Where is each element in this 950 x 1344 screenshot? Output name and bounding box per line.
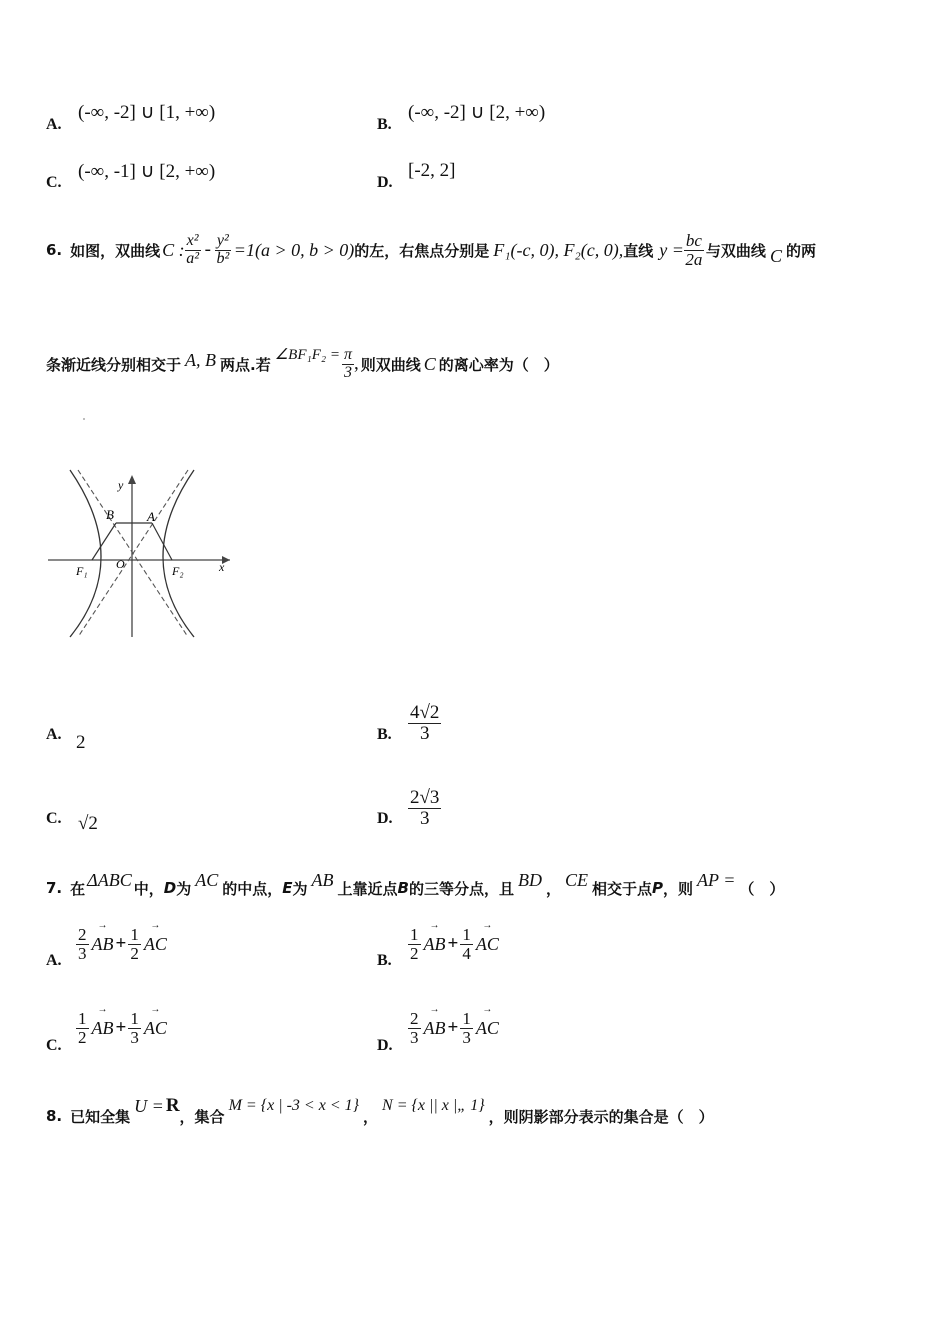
question-6-line-2 xyxy=(46,338,559,390)
coefficient-fraction: $\frac{1}{2}$ xyxy=(410,925,419,963)
math-fraction: $\frac{\pi}{3}$ xyxy=(343,345,352,381)
math-expression: AB xyxy=(311,869,334,890)
question-text: ，集合 xyxy=(179,1107,225,1126)
x-axis-label: x xyxy=(219,560,225,574)
option-label: A. xyxy=(46,116,62,133)
hyperbola-figure xyxy=(40,415,240,645)
option-vector-expression xyxy=(408,926,499,963)
option-label: D. xyxy=(377,1037,393,1054)
coefficient-fraction: $\frac{1}{2}$ xyxy=(78,1009,87,1047)
math-symbol: C xyxy=(769,245,782,266)
segment-f2a xyxy=(152,523,172,560)
punctuation: ， xyxy=(545,879,561,898)
vector-ac: → AC xyxy=(476,934,499,955)
option-label: D. xyxy=(377,810,393,827)
option-vector-expression xyxy=(76,926,167,963)
question-text: 的离心率为（ ） xyxy=(438,355,559,374)
option-content: 2 xyxy=(76,732,86,753)
question-8-line xyxy=(46,1096,714,1136)
question-text: 相交于点 xyxy=(592,879,653,898)
math-expression: CE xyxy=(564,869,588,890)
focus-f1-label: F₁ xyxy=(76,564,88,578)
question-text: 与双曲线 xyxy=(705,241,766,260)
math-expression: ΔABC xyxy=(87,869,132,890)
coefficient-fraction: $\frac{2}{3}$ xyxy=(410,1009,419,1047)
question-text: 条渐近线分别相交于 xyxy=(46,355,182,374)
math-symbol: R xyxy=(165,1095,180,1116)
math-fraction: $\frac{\text{y²}}{\text{b²}}$ xyxy=(216,231,230,267)
y-axis-label: y xyxy=(118,478,124,492)
question-number: 8. xyxy=(46,1107,63,1125)
option-content: [-2, 2] xyxy=(408,160,456,181)
math-expression: y = xyxy=(659,239,684,260)
option-vector-expression xyxy=(76,1010,167,1047)
question-text: 的三等分点，且 xyxy=(408,879,514,898)
question-text: 为 xyxy=(176,879,192,898)
speck xyxy=(83,418,85,420)
option-label: D. xyxy=(377,174,393,191)
question-text: 的两 xyxy=(785,241,816,260)
math-expression: F₁(-c, 0), F₂(c, 0), xyxy=(493,239,624,260)
plus-sign: + xyxy=(115,933,127,955)
option-label: B. xyxy=(377,116,392,133)
question-text: 如图，双曲线 xyxy=(70,241,161,260)
math-symbol: B xyxy=(397,879,409,897)
origin-label: O xyxy=(116,557,125,571)
coefficient-fraction: $\frac{1}{3}$ xyxy=(130,1009,139,1047)
point-a-label: A xyxy=(147,509,155,524)
question-text: 已知全集 xyxy=(70,1107,131,1126)
vector-ac: → AC xyxy=(476,1018,499,1039)
option-label: A. xyxy=(46,726,62,743)
question-text: ，则阴影部分表示的集合是（ ） xyxy=(488,1107,714,1126)
math-symbol: D xyxy=(163,879,177,897)
math-expression: BD xyxy=(517,869,542,890)
question-text: 在 xyxy=(70,879,86,898)
math-expression: =1(a > 0, b > 0) xyxy=(233,239,355,260)
math-expression: C : xyxy=(162,239,185,260)
option-vector-expression xyxy=(408,1010,499,1047)
option-label: B. xyxy=(377,952,392,969)
option-label: C. xyxy=(46,810,62,827)
option-label: C. xyxy=(46,1037,62,1054)
hyperbola-right-branch xyxy=(163,470,194,637)
option-label: B. xyxy=(377,726,392,743)
question-text: 直线 xyxy=(623,241,654,260)
math-expression: ∠BF₁F₂ = xyxy=(274,346,340,363)
question-text: 的左，右焦点分别是 xyxy=(354,241,490,260)
segment-f1b xyxy=(92,523,116,560)
option-label: C. xyxy=(46,174,62,191)
math-expression: AC xyxy=(195,869,219,890)
math-symbol: E xyxy=(282,879,293,897)
question-7-line xyxy=(46,870,784,906)
math-expression: N = {x || x |„ 1} xyxy=(382,1097,485,1114)
y-axis-arrow xyxy=(128,475,136,484)
question-text: 两点.若 xyxy=(220,355,271,374)
math-fraction: $\frac{bc}{2a}$ xyxy=(685,230,703,269)
vector-ac: → AC xyxy=(144,934,167,955)
plus-sign: + xyxy=(115,1017,127,1039)
point-b-label: B xyxy=(106,507,114,522)
question-text: 为 xyxy=(292,879,308,898)
vector-ab: → AB xyxy=(424,934,446,955)
question-text: 上靠近点 xyxy=(337,879,398,898)
coefficient-fraction: $\frac{1}{3}$ xyxy=(462,1009,471,1047)
focus-f2-label: F₂ xyxy=(172,564,184,578)
math-expression: U = xyxy=(134,1095,164,1116)
option-fraction: $\frac{2√3}{3}$ xyxy=(410,787,440,829)
coefficient-fraction: $\frac{1}{2}$ xyxy=(130,925,139,963)
math-expression: M = {x | -3 < x < 1} xyxy=(228,1097,360,1114)
question-text: ，则 xyxy=(663,879,694,898)
question-text: 的中点， xyxy=(222,879,283,898)
option-content: (-∞, -1] ∪ [2, +∞) xyxy=(78,161,216,182)
question-number: 6. xyxy=(46,241,63,259)
math-symbol: C xyxy=(423,353,436,374)
math-expression: A, B xyxy=(185,349,217,370)
vector-ab: → AB xyxy=(92,1018,114,1039)
option-content: (-∞, -2] ∪ [2, +∞) xyxy=(408,102,546,123)
option-content: √2 xyxy=(78,813,98,834)
vector-ac: → AC xyxy=(144,1018,167,1039)
option-fraction: $\frac{4√2}{3}$ xyxy=(410,702,440,744)
option-label: A. xyxy=(46,952,62,969)
plus-sign: + xyxy=(447,933,459,955)
question-number: 7. xyxy=(46,879,63,897)
vector-ab: → AB xyxy=(424,1018,446,1039)
option-content: (-∞, -2] ∪ [1, +∞) xyxy=(78,102,216,123)
math-expression: AP = xyxy=(697,869,736,890)
punctuation: , xyxy=(353,353,359,374)
question-text: 则双曲线 xyxy=(360,355,421,374)
question-text: 中， xyxy=(133,879,164,898)
math-fraction: $\frac{\text{x²}}{\text{a²}}$ xyxy=(186,231,199,267)
punctuation: ， xyxy=(363,1107,379,1126)
question-text: （ ） xyxy=(739,879,785,898)
vector-ab: → AB xyxy=(92,934,114,955)
question-6-line-1: 6. 如图，双曲线 C : $\frac{\text{x²}}{\text{a²}}$ - $\frac{\text{y²}}{\text{b²}}$ =1(a > 0, b > 0) 的左，右焦点分别是 F₁(-c, 0), F₂(c, 0), 直线 y = $\frac{bc}{2a}$ 与双曲线 C 的两 xyxy=(46,230,816,269)
coefficient-fraction: $\frac{2}{3}$ xyxy=(78,925,87,963)
math-symbol: P xyxy=(652,879,664,897)
coefficient-fraction: $\frac{1}{4}$ xyxy=(462,925,471,963)
plus-sign: + xyxy=(447,1017,459,1039)
